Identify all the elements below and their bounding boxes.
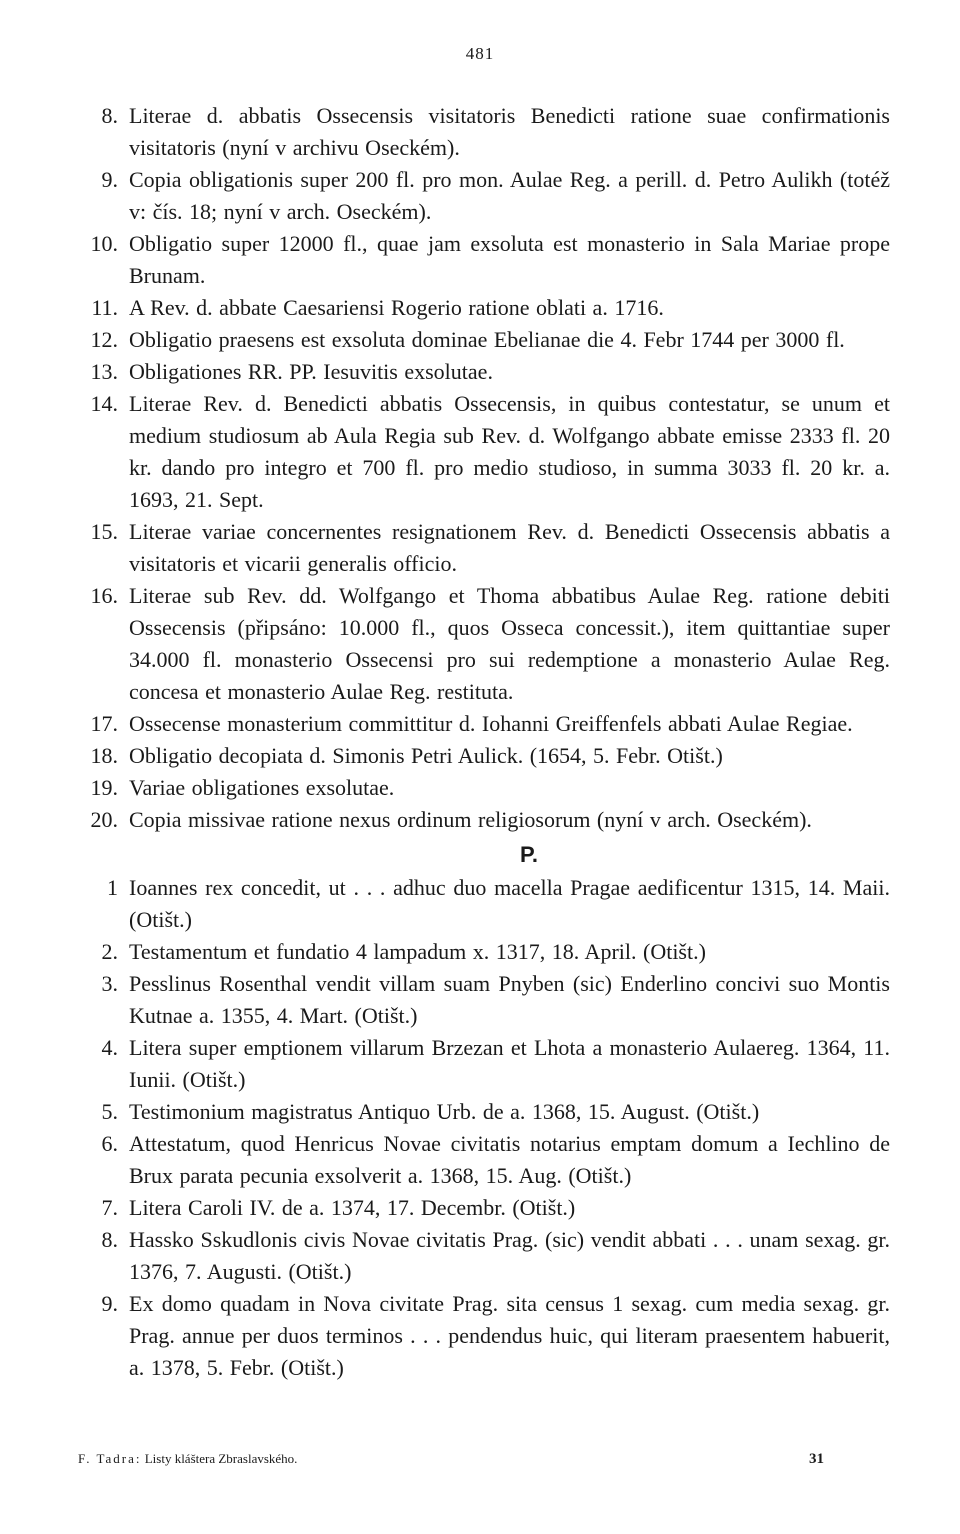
- item-number: 8.: [101, 1227, 118, 1252]
- list-item: [78, 772, 890, 804]
- item-number: 18.: [90, 743, 118, 768]
- item-number: 3.: [101, 971, 118, 996]
- item-number: 16.: [90, 583, 118, 608]
- item-number: 4.: [101, 1035, 118, 1060]
- list-item: [78, 1096, 890, 1128]
- list-item: [78, 388, 890, 516]
- list-item: [78, 516, 890, 580]
- item-text: Attestatum, quod Henricus Novae civitatis notarius emptam domum a Iechlino de Brux parata pecunia exsolverit a. 1368, 15. Aug. (Otišt.): [129, 1131, 890, 1188]
- item-number: 14.: [90, 391, 118, 416]
- item-text: Obligatio praesens est exsoluta dominae Ebelianae die 4. Febr 1744 per 3000 fl.: [129, 327, 845, 352]
- list-item: [78, 228, 890, 292]
- list-item: [78, 164, 890, 228]
- list-item: [78, 1192, 890, 1224]
- item-number: 12.: [90, 327, 118, 352]
- item-number: 2.: [101, 939, 118, 964]
- item-number: 5.: [101, 1099, 118, 1124]
- item-number: 1: [107, 875, 118, 900]
- item-text: Litera Caroli IV. de a. 1374, 17. Decembr. (Otišt.): [129, 1195, 576, 1220]
- item-text: Variae obligationes exsolutae.: [129, 775, 395, 800]
- list-item: [78, 356, 890, 388]
- item-text: Ossecense monasterium committitur d. Iohanni Greiffenfels abbati Aulae Regiae.: [129, 711, 853, 736]
- item-number: 8.: [101, 103, 118, 128]
- list-item: [78, 936, 890, 968]
- item-number: 6.: [101, 1131, 118, 1156]
- item-text: Hassko Sskudlonis civis Novae civitatis Prag. (sic) vendit abbati . . . unam sexag. gr. 1376, 7. Augusti. (Otišt.): [129, 1227, 890, 1284]
- item-text: Literae variae concernentes resignationem Rev. d. Benedicti Ossecensis abbatis a visitatoris et vicarii generalis officio.: [129, 519, 890, 576]
- item-number: 13.: [90, 359, 118, 384]
- item-number: 9.: [101, 167, 118, 192]
- list-item: [78, 872, 890, 936]
- item-text: Litera super emptionem villarum Brzezan et Lhota a monasterio Aulaereg. 1364, 11. Iunii. (Otišt.): [129, 1035, 890, 1092]
- page-footer: [78, 1451, 824, 1468]
- item-text: Obligatio decopiata d. Simonis Petri Aulick. (1654, 5. Febr. Otišt.): [129, 743, 723, 768]
- list-item: [78, 740, 890, 772]
- footer-author: F. Tadra:: [78, 1451, 142, 1466]
- page-number: 481: [465, 44, 495, 63]
- item-number: 17.: [90, 711, 118, 736]
- item-number: 19.: [90, 775, 118, 800]
- section-heading: P.: [520, 842, 538, 867]
- entries-after-section: [78, 872, 890, 1384]
- footer-title: Listy kláštera Zbraslavského.: [144, 1451, 298, 1466]
- item-text: Literae d. abbatis Ossecensis visitatoris Benedicti ratione suae confirmationis visitatoris (nyní v archivu Oseckém).: [129, 103, 890, 160]
- list-item: [78, 804, 890, 836]
- item-text: Ioannes rex concedit, ut . . . adhuc duo macella Pragae aedificentur 1315, 14. Maii. (Otišt.): [129, 875, 890, 932]
- entries-before-section: [78, 100, 890, 836]
- list-item: [78, 100, 890, 164]
- list-item: [78, 968, 890, 1032]
- list-item: [78, 1128, 890, 1192]
- item-text: Ex domo quadam in Nova civitate Prag. sita census 1 sexag. cum media sexag. gr. Prag. annue per duos terminos . . . pendendus huic, qui literam praesentem habuerit, a. 1378, 5. Febr. (Otišt.): [129, 1291, 890, 1380]
- item-text: Copia obligationis super 200 fl. pro mon. Aulae Reg. a perill. d. Petro Aulikh (totéž v: čís. 18; nyní v arch. Oseckém).: [129, 167, 890, 224]
- item-number: 20.: [90, 807, 118, 832]
- list-item: [78, 1032, 890, 1096]
- list-item: [78, 1224, 890, 1288]
- item-text: Testamentum et fundatio 4 lampadum x. 1317, 18. April. (Otišt.): [129, 939, 706, 964]
- item-number: 9.: [101, 1291, 118, 1316]
- item-number: 15.: [90, 519, 118, 544]
- list-item: [78, 324, 890, 356]
- item-number: 11.: [91, 295, 118, 320]
- item-text: A Rev. d. abbate Caesariensi Rogerio ratione oblati a. 1716.: [129, 295, 664, 320]
- item-text: Copia missivae ratione nexus ordinum religiosorum (nyní v arch. Oseckém).: [129, 807, 812, 832]
- list-item: [78, 708, 890, 740]
- item-number: 10.: [90, 231, 118, 256]
- item-number: 7.: [101, 1195, 118, 1220]
- item-text: Obligationes RR. PP. Iesuvitis exsolutae.: [129, 359, 493, 384]
- footer-citation: [78, 1451, 297, 1468]
- item-text: Pesslinus Rosenthal vendit villam suam Pnyben (sic) Enderlino concivi suo Montis Kutnae a. 1355, 4. Mart. (Otišt.): [129, 971, 890, 1028]
- item-text: Literae Rev. d. Benedicti abbatis Ossecensis, in quibus contestatur, se unum et medium studiosum ab Aula Regia sub Rev. d. Wolfgango abbate emisse 2333 fl. 20 kr. dando pro integro et 700 fl. pro medio studioso, in summa 3033 fl. 20 kr. a. 1693, 21. Sept.: [129, 391, 890, 512]
- footer-signature-mark: 31: [809, 1451, 824, 1467]
- item-text: Literae sub Rev. dd. Wolfgango et Thoma abbatibus Aulae Reg. ratione debiti Ossecensis (připsáno: 10.000 fl., quos Osseca concessit.), item quittantiae super 34.000 fl. monasterio Ossecensi pro sui redemptione a monasterio Aulae Reg. concesa et monasterio Aulae Reg. restituta.: [129, 583, 890, 704]
- entries-list: [78, 100, 890, 1384]
- list-item: [78, 292, 890, 324]
- item-text: Obligatio super 12000 fl., quae jam exsoluta est monasterio in Sala Mariae prope Brunam.: [129, 231, 890, 288]
- list-item: [78, 580, 890, 708]
- list-item: [78, 1288, 890, 1384]
- item-text: Testimonium magistratus Antiquo Urb. de a. 1368, 15. August. (Otišt.): [129, 1099, 760, 1124]
